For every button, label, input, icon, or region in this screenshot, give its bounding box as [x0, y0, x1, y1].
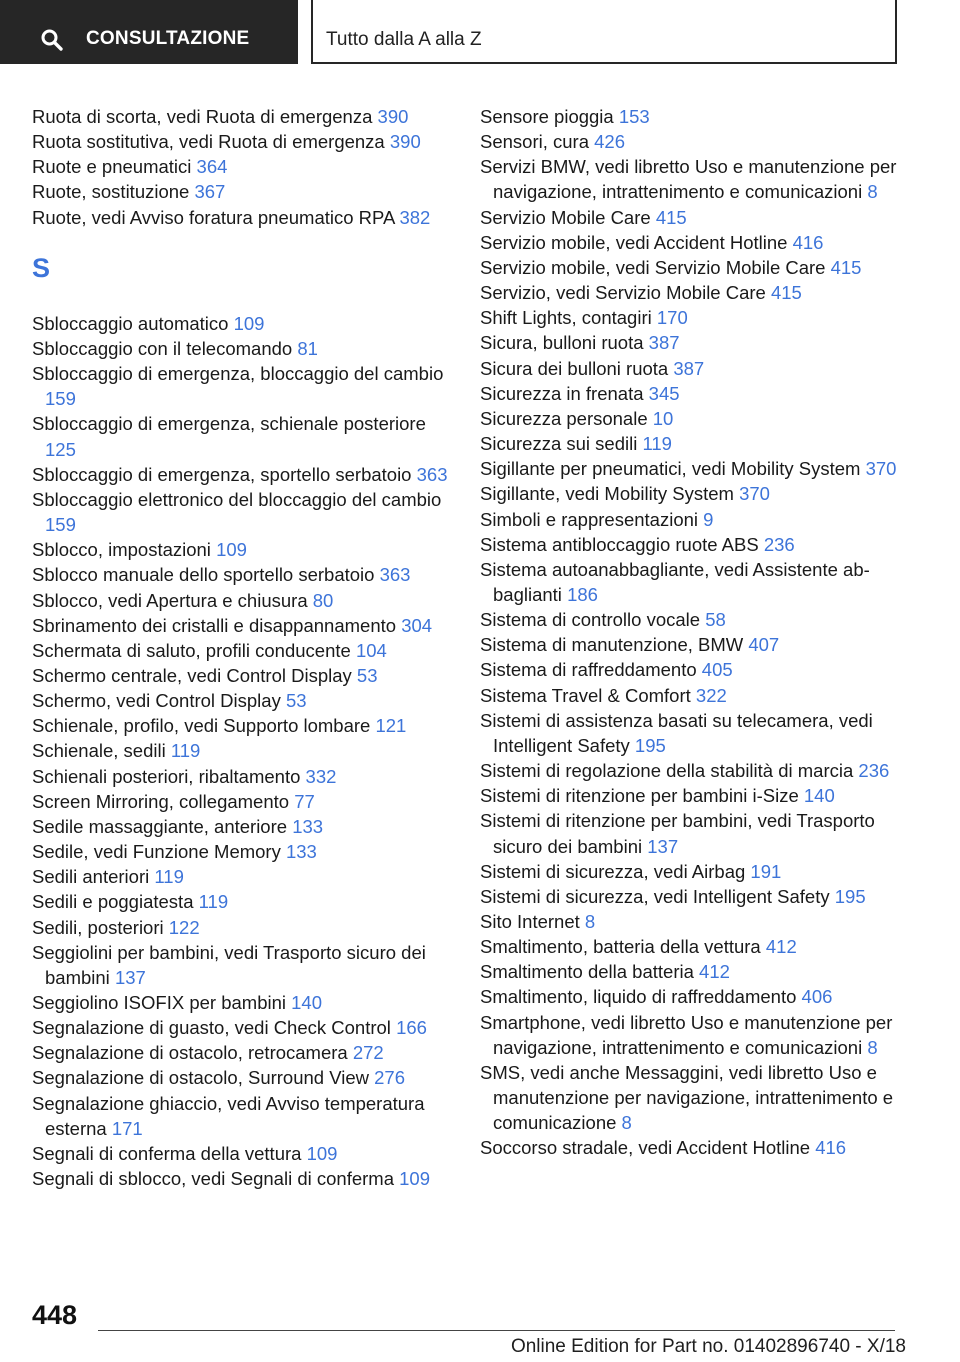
index-entry — [32, 311, 452, 336]
index-entry-text: Sistema antibloccaggio ruote ABS — [480, 533, 759, 555]
page-reference-link[interactable]: 8 — [621, 1112, 632, 1134]
index-entry-text: Sensori, cura — [480, 131, 589, 153]
page-reference-link[interactable]: 370 — [739, 483, 770, 505]
index-entry-text: Sbloccaggio con il telecomando — [32, 337, 293, 359]
index-entry — [480, 758, 900, 783]
page-reference-link[interactable]: 80 — [312, 589, 334, 611]
index-entry — [32, 562, 452, 587]
index-entry-text: Sistemi di ritenzione per bambini i-Size — [480, 785, 799, 807]
page-reference-link[interactable]: 119 — [154, 866, 184, 888]
index-entry-text: Sedili, posteriori — [32, 916, 164, 938]
index-entry-text: SMS, vedi anche Messaggini, vedi libretto Uso e manutenzione per navigazione, intrattenimento e comunicazione — [480, 1061, 894, 1134]
page-reference-link[interactable]: 415 — [770, 282, 802, 304]
page-reference-link[interactable]: 170 — [656, 307, 688, 329]
index-entry-text: Sedili e poggiatesta — [32, 891, 194, 913]
index-entry — [480, 607, 900, 632]
index-entry-text: Sigillante per pneumatici, vedi Mobility System — [480, 458, 861, 480]
index-entry-text: Sedile massaggiante, anteriore — [32, 815, 288, 837]
index-entry — [480, 984, 900, 1009]
index-entry — [32, 789, 452, 814]
page-reference-link[interactable]: 272 — [352, 1042, 384, 1064]
page-reference-link[interactable]: 195 — [634, 734, 666, 756]
index-entry — [480, 205, 900, 230]
index-entry-text: Sbloccaggio automatico — [32, 312, 229, 334]
index-entry-text: Ruote, sostituzione — [32, 181, 190, 203]
index-entry — [32, 839, 452, 864]
section-title: Tutto dalla A alla Z — [326, 29, 482, 50]
index-entry-text: Schermo, vedi Control Display — [32, 690, 281, 712]
page-reference-link[interactable]: 140 — [803, 785, 835, 807]
index-entry — [480, 104, 900, 129]
index-entry — [480, 1135, 900, 1160]
index-entry-text: Sistema di manutenzione, BMW — [480, 634, 744, 656]
page-reference-link[interactable]: 236 — [763, 533, 795, 555]
index-entry-text: Schienale, profilo, vedi Supporto lombare — [32, 715, 371, 737]
page-reference-link[interactable]: 140 — [291, 992, 323, 1013]
page-reference-link[interactable]: 10 — [652, 407, 674, 429]
index-entry — [480, 280, 900, 305]
index-entry — [32, 764, 452, 789]
index-entry-text: Sbloccaggio di emergenza, bloccaggio del cambio — [32, 363, 444, 385]
page-reference-link[interactable]: 415 — [830, 256, 862, 278]
index-entry-text: Sistemi di sicurezza, vedi Airbag — [480, 860, 746, 882]
page-reference-link[interactable]: 53 — [356, 664, 378, 686]
index-entry — [480, 1060, 900, 1135]
page-reference-link[interactable]: 166 — [396, 1017, 427, 1039]
index-entry — [480, 657, 900, 682]
page-reference-link[interactable]: 119 — [198, 891, 229, 913]
page-reference-link[interactable]: 406 — [801, 986, 833, 1008]
page-reference-link[interactable]: 191 — [750, 860, 782, 882]
page-reference-link[interactable]: 412 — [765, 936, 797, 958]
page-reference-link[interactable]: 77 — [294, 790, 315, 812]
index-entry-text: Schienale, sedili — [32, 740, 166, 762]
index-entry-text: Ruota di scorta, vedi Ruota di emergenza — [32, 106, 373, 127]
page-reference-link[interactable]: 304 — [401, 614, 433, 636]
index-entry — [32, 1015, 452, 1040]
index-entry-text: Sedili anteriori — [32, 866, 150, 888]
index-entry-text: Segnalazione di ostacolo, retrocamera — [32, 1042, 348, 1064]
index-entry — [32, 537, 452, 562]
index-entry-text: Smaltimento, batteria della vettura — [480, 936, 761, 958]
index-entry-text: Segnalazione di ostacolo, Surround View — [32, 1067, 369, 1089]
page-reference-link[interactable]: 186 — [567, 583, 598, 605]
page-reference-link[interactable]: 109 — [216, 539, 247, 561]
index-entry-text: Sblocco manuale dello sportello serbatoio — [32, 564, 375, 586]
page-reference-link[interactable]: 125 — [45, 438, 76, 460]
index-entry-text: Sistemi di ritenzione per bambini, vedi Trasporto sicuro dei bambini — [480, 810, 875, 857]
index-entry — [480, 959, 900, 984]
page-reference-link[interactable]: 81 — [297, 337, 318, 359]
index-entry — [480, 1010, 900, 1060]
page-reference-link[interactable]: 109 — [306, 1142, 338, 1164]
index-entry-text: Sblocco, vedi Apertura e chiusura — [32, 589, 308, 611]
index-entry — [32, 1040, 452, 1065]
page-reference-link[interactable]: 119 — [170, 740, 201, 762]
index-entry — [480, 381, 900, 406]
index-entry — [480, 683, 900, 708]
index-entry-text: Sicura, bulloni ruota — [480, 332, 644, 354]
index-entry — [32, 864, 452, 889]
consultazione-label: CONSULTAZIONE — [86, 28, 250, 49]
page-reference-link[interactable]: 119 — [642, 433, 672, 455]
index-entry-text: Sicurezza sui sedili — [480, 433, 638, 455]
index-entry-text: Sito Internet — [480, 911, 580, 932]
page-reference-link[interactable]: 387 — [673, 357, 705, 379]
index-entry-text: Servizi BMW, vedi libretto Uso e manutenzione per navigazione, intrattenimento e comunicazioni — [480, 156, 897, 203]
section-title-tab — [311, 0, 897, 64]
page-reference-link[interactable]: 109 — [233, 312, 265, 334]
index-column-left — [32, 104, 452, 1191]
page-reference-link[interactable]: 137 — [114, 966, 146, 988]
index-entry-text: Sistema di controllo vocale — [480, 609, 701, 631]
consultazione-tab[interactable] — [0, 0, 298, 64]
index-entry — [32, 663, 452, 688]
index-entry-text: Segnali di conferma della vettura — [32, 1142, 302, 1164]
page-reference-link[interactable]: 133 — [292, 815, 324, 837]
index-entry-text: Servizio Mobile Care — [480, 206, 651, 228]
page-reference-link[interactable]: 9 — [703, 508, 714, 530]
page-reference-link[interactable]: 195 — [834, 885, 866, 907]
page-reference-link[interactable]: 159 — [45, 514, 76, 536]
page-reference-link[interactable]: 405 — [701, 659, 733, 681]
index-entry — [32, 613, 452, 638]
index-entry — [480, 154, 900, 204]
index-entry-text: Sbloccaggio di emergenza, sportello serbatoio — [32, 463, 412, 485]
index-entry — [32, 411, 452, 461]
index-entry — [480, 934, 900, 959]
index-entry-text: Shift Lights, contagiri — [480, 307, 652, 329]
index-entry — [480, 230, 900, 255]
index-entry — [32, 179, 452, 204]
page-reference-link[interactable]: 364 — [196, 156, 228, 178]
index-entry — [480, 859, 900, 884]
index-entry — [32, 487, 452, 537]
page-reference-link[interactable]: 153 — [618, 106, 650, 127]
index-entry-text: Servizio mobile, vedi Accident Hotline — [480, 231, 788, 253]
page-reference-link[interactable]: 370 — [865, 458, 897, 480]
index-entry-text: Sedile, vedi Funzione Memory — [32, 841, 281, 863]
index-entry — [480, 909, 900, 934]
page-reference-link[interactable]: 122 — [168, 916, 200, 938]
index-entry-text: Sblocco, impostazioni — [32, 539, 211, 561]
index-entry — [32, 990, 452, 1015]
index-entry — [480, 456, 900, 481]
index-entry — [480, 884, 900, 909]
page-reference-link[interactable]: 133 — [285, 841, 317, 863]
page-reference-link[interactable]: 8 — [867, 181, 878, 203]
index-entry-text: Schermata di saluto, profili conducente — [32, 639, 351, 661]
index-entry-text: Sigillante, vedi Mobility System — [480, 483, 734, 505]
index-entry — [32, 588, 452, 613]
index-entry-text: Schermo centrale, vedi Control Display — [32, 664, 352, 686]
page-reference-link[interactable]: 426 — [594, 131, 626, 153]
index-entry — [32, 104, 452, 129]
page-reference-link[interactable]: 8 — [584, 911, 596, 932]
index-entry — [32, 889, 452, 914]
page-number: 448 — [32, 1300, 78, 1330]
index-entry-text: Sicurezza in frenata — [480, 382, 644, 404]
index-entry-text: Sicurezza personale — [480, 407, 648, 429]
index-entry — [480, 532, 900, 557]
page-reference-link[interactable]: 109 — [399, 1168, 431, 1190]
page-reference-link[interactable]: 53 — [285, 690, 307, 712]
page-reference-link[interactable]: 236 — [858, 760, 890, 782]
page-reference-link[interactable]: 363 — [416, 463, 448, 485]
page-reference-link[interactable]: 415 — [655, 206, 687, 228]
index-entry-text: Segnalazione ghiaccio, vedi Avviso temperatura esterna — [32, 1092, 425, 1139]
index-entry-text: Seggiolino ISOFIX per bambini — [32, 992, 286, 1013]
index-entry-text: Smaltimento della batteria — [480, 961, 694, 983]
index-entry-text: Sistema di raffreddamento — [480, 659, 697, 681]
index-entry — [480, 783, 900, 808]
index-column-right — [480, 104, 900, 1161]
index-entry — [32, 1166, 452, 1191]
page-reference-link[interactable]: 345 — [648, 382, 680, 404]
index-entry-text: Smartphone, vedi libretto Uso e manutenzione per navigazione, intrattenimento e comunicazioni — [480, 1011, 893, 1058]
index-entry — [32, 462, 452, 487]
index-entry — [32, 154, 452, 179]
index-entry-text: Sensore pioggia — [480, 106, 614, 127]
page-reference-link[interactable]: 390 — [389, 131, 421, 153]
index-entry-text: Sistema Travel & Comfort — [480, 684, 691, 706]
index-entry-text: Sistema autoanabbagliante, vedi Assistente abbaglianti — [480, 558, 870, 605]
index-entry — [480, 356, 900, 381]
index-entry — [480, 431, 900, 456]
index-entry-text: Sistemi di regolazione della stabilità di marcia — [480, 760, 854, 782]
page-reference-link[interactable]: 416 — [815, 1137, 847, 1159]
index-entry-text: Sistemi di assistenza basati su telecamera, vedi Intelligent Safety — [480, 709, 873, 756]
index-entry — [32, 688, 452, 713]
index-entry — [480, 129, 900, 154]
index-entry — [480, 255, 900, 280]
index-entry — [32, 1065, 452, 1090]
index-letter-heading: S — [32, 252, 51, 283]
page-reference-link[interactable]: 390 — [377, 106, 409, 127]
index-entry-text: Seggiolini per bambini, vedi Trasporto sicuro dei bambini — [32, 941, 426, 988]
page-reference-link[interactable]: 276 — [374, 1067, 406, 1089]
search-icon — [40, 28, 64, 52]
index-entry — [32, 1091, 452, 1141]
index-entry — [480, 406, 900, 431]
index-entry — [480, 507, 900, 532]
index-entry-text: Servizio mobile, vedi Servizio Mobile Care — [480, 256, 826, 278]
page-reference-link[interactable]: 416 — [792, 231, 824, 253]
index-entry-text: Segnalazione di guasto, vedi Check Control — [32, 1017, 391, 1039]
page-reference-link[interactable]: 121 — [375, 715, 407, 737]
index-entry — [32, 713, 452, 738]
index-entry-text: Sicura dei bulloni ruota — [480, 357, 669, 379]
index-entry — [32, 205, 452, 230]
index-entry-text: Schienali posteriori, ribaltamento — [32, 765, 301, 787]
index-entry — [32, 814, 452, 839]
index-entry-text: Soccorso stradale, vedi Accident Hotline — [480, 1137, 811, 1159]
page-reference-link[interactable]: 382 — [399, 206, 431, 228]
index-entry-text: Screen Mirroring, collegamento — [32, 790, 290, 812]
index-entry-text: Simboli e rappresentazioni — [480, 508, 699, 530]
index-entry — [32, 336, 452, 361]
index-entry-text: Sistemi di sicurezza, vedi Intelligent Safety — [480, 885, 830, 907]
index-entry — [32, 1141, 452, 1166]
index-entry-text: Smaltimento, liquido di raffreddamento — [480, 986, 797, 1008]
index-entry — [480, 330, 900, 355]
page-reference-link[interactable]: 367 — [194, 181, 226, 203]
page-reference-link[interactable]: 137 — [647, 835, 679, 857]
page-reference-link[interactable]: 387 — [648, 332, 680, 354]
index-entry-text: Segnali di sblocco, vedi Segnali di conferma — [32, 1168, 394, 1190]
page-reference-link[interactable]: 104 — [355, 639, 387, 661]
page-reference-link[interactable]: 363 — [379, 564, 411, 586]
index-entry — [480, 557, 900, 607]
index-entry — [32, 738, 452, 763]
page-header — [0, 0, 960, 66]
page-reference-link[interactable]: 171 — [111, 1117, 143, 1139]
page-reference-link[interactable]: 159 — [45, 388, 76, 410]
index-entry-text: Sbrinamento dei cristalli e disappannamento — [32, 614, 397, 636]
index-entry-text: Servizio, vedi Servizio Mobile Care — [480, 282, 766, 304]
footer-divider — [98, 1330, 895, 1331]
page-reference-link[interactable]: 412 — [699, 961, 730, 983]
index-entry — [32, 361, 452, 411]
index-entry-text: Sbloccaggio di emergenza, schienale posteriore — [32, 413, 426, 435]
index-entry-text: Ruota sostitutiva, vedi Ruota di emergenza — [32, 131, 385, 153]
edition-footer: Online Edition for Part no. 01402896740 - X/18 — [510, 1336, 906, 1357]
index-entry — [32, 638, 452, 663]
page-reference-link[interactable]: 332 — [305, 765, 337, 787]
index-entry — [32, 940, 452, 990]
page-reference-link[interactable]: 8 — [867, 1036, 878, 1058]
page-reference-link[interactable]: 58 — [705, 609, 726, 631]
index-entry-text: Sbloccaggio elettronico del bloccaggio del cambio — [32, 488, 442, 510]
index-entry — [480, 632, 900, 657]
index-entry — [32, 129, 452, 154]
index-entry-text: Ruote e pneumatici — [32, 156, 192, 178]
index-entry — [480, 305, 900, 330]
index-entry — [480, 808, 900, 858]
page-reference-link[interactable]: 407 — [748, 634, 780, 656]
index-entry — [480, 708, 900, 758]
index-entry — [32, 915, 452, 940]
page-reference-link[interactable]: 322 — [695, 684, 727, 706]
index-entry — [480, 481, 900, 506]
index-entry-text: Ruote, vedi Avviso foratura pneumatico RPA — [32, 206, 395, 228]
